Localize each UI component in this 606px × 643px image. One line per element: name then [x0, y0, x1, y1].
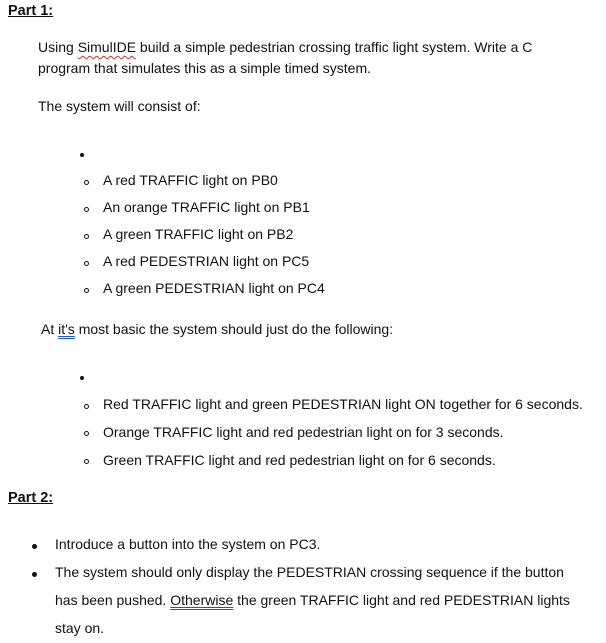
part2-item-line: stay on.: [55, 620, 105, 636]
simulide-word: SimulIDE: [77, 39, 137, 55]
hollow-bullet-icon: [84, 459, 89, 464]
bullet-dot-icon: [32, 544, 37, 549]
intro-line-2: program that simulates this as a simple timed system.: [38, 60, 372, 76]
consist-label: The system will consist of:: [38, 98, 201, 114]
part2-item-line: The system should only display the PEDESTRIAN crossing sequence if the button: [55, 564, 564, 580]
part1-heading: Part 1:: [8, 3, 54, 19]
component-item: A green PEDESTRIAN light on PC4: [103, 280, 325, 296]
hollow-bullet-icon: [84, 234, 89, 239]
part2-heading: Part 2:: [8, 490, 54, 506]
bullet-dot-icon: [80, 376, 84, 380]
component-item: A green TRAFFIC light on PB2: [103, 226, 294, 242]
hollow-bullet-icon: [84, 261, 89, 266]
hollow-bullet-icon: [84, 404, 89, 409]
hollow-bullet-icon: [84, 180, 89, 185]
basic-sentence: At it's most basic the system should just do the following:: [41, 321, 394, 337]
hollow-bullet-icon: [84, 431, 89, 436]
part2-item: Introduce a button into the system on PC3.: [55, 536, 321, 552]
its-word: it's: [58, 321, 75, 337]
component-item: An orange TRAFFIC light on PB1: [103, 199, 310, 215]
hollow-bullet-icon: [84, 207, 89, 212]
hollow-bullet-icon: [84, 288, 89, 293]
component-item: A red TRAFFIC light on PB0: [103, 172, 278, 188]
sequence-item: Red TRAFFIC light and green PEDESTRIAN light ON together for 6 seconds.: [103, 396, 583, 412]
bullet-dot-icon: [80, 153, 84, 157]
intro-line-1: Using SimulIDE build a simple pedestrian crossing traffic light system. Write a C: [38, 39, 533, 55]
sequence-item: Orange TRAFFIC light and red pedestrian light on for 3 seconds.: [103, 424, 504, 440]
part2-item-line: has been pushed. Otherwise the green TRAFFIC light and red PEDESTRIAN lights: [55, 592, 570, 608]
bullet-dot-icon: [32, 572, 37, 577]
otherwise-word: Otherwise: [170, 592, 234, 608]
component-item: A red PEDESTRIAN light on PC5: [103, 253, 310, 269]
sequence-item: Green TRAFFIC light and red pedestrian light on for 6 seconds.: [103, 452, 496, 468]
